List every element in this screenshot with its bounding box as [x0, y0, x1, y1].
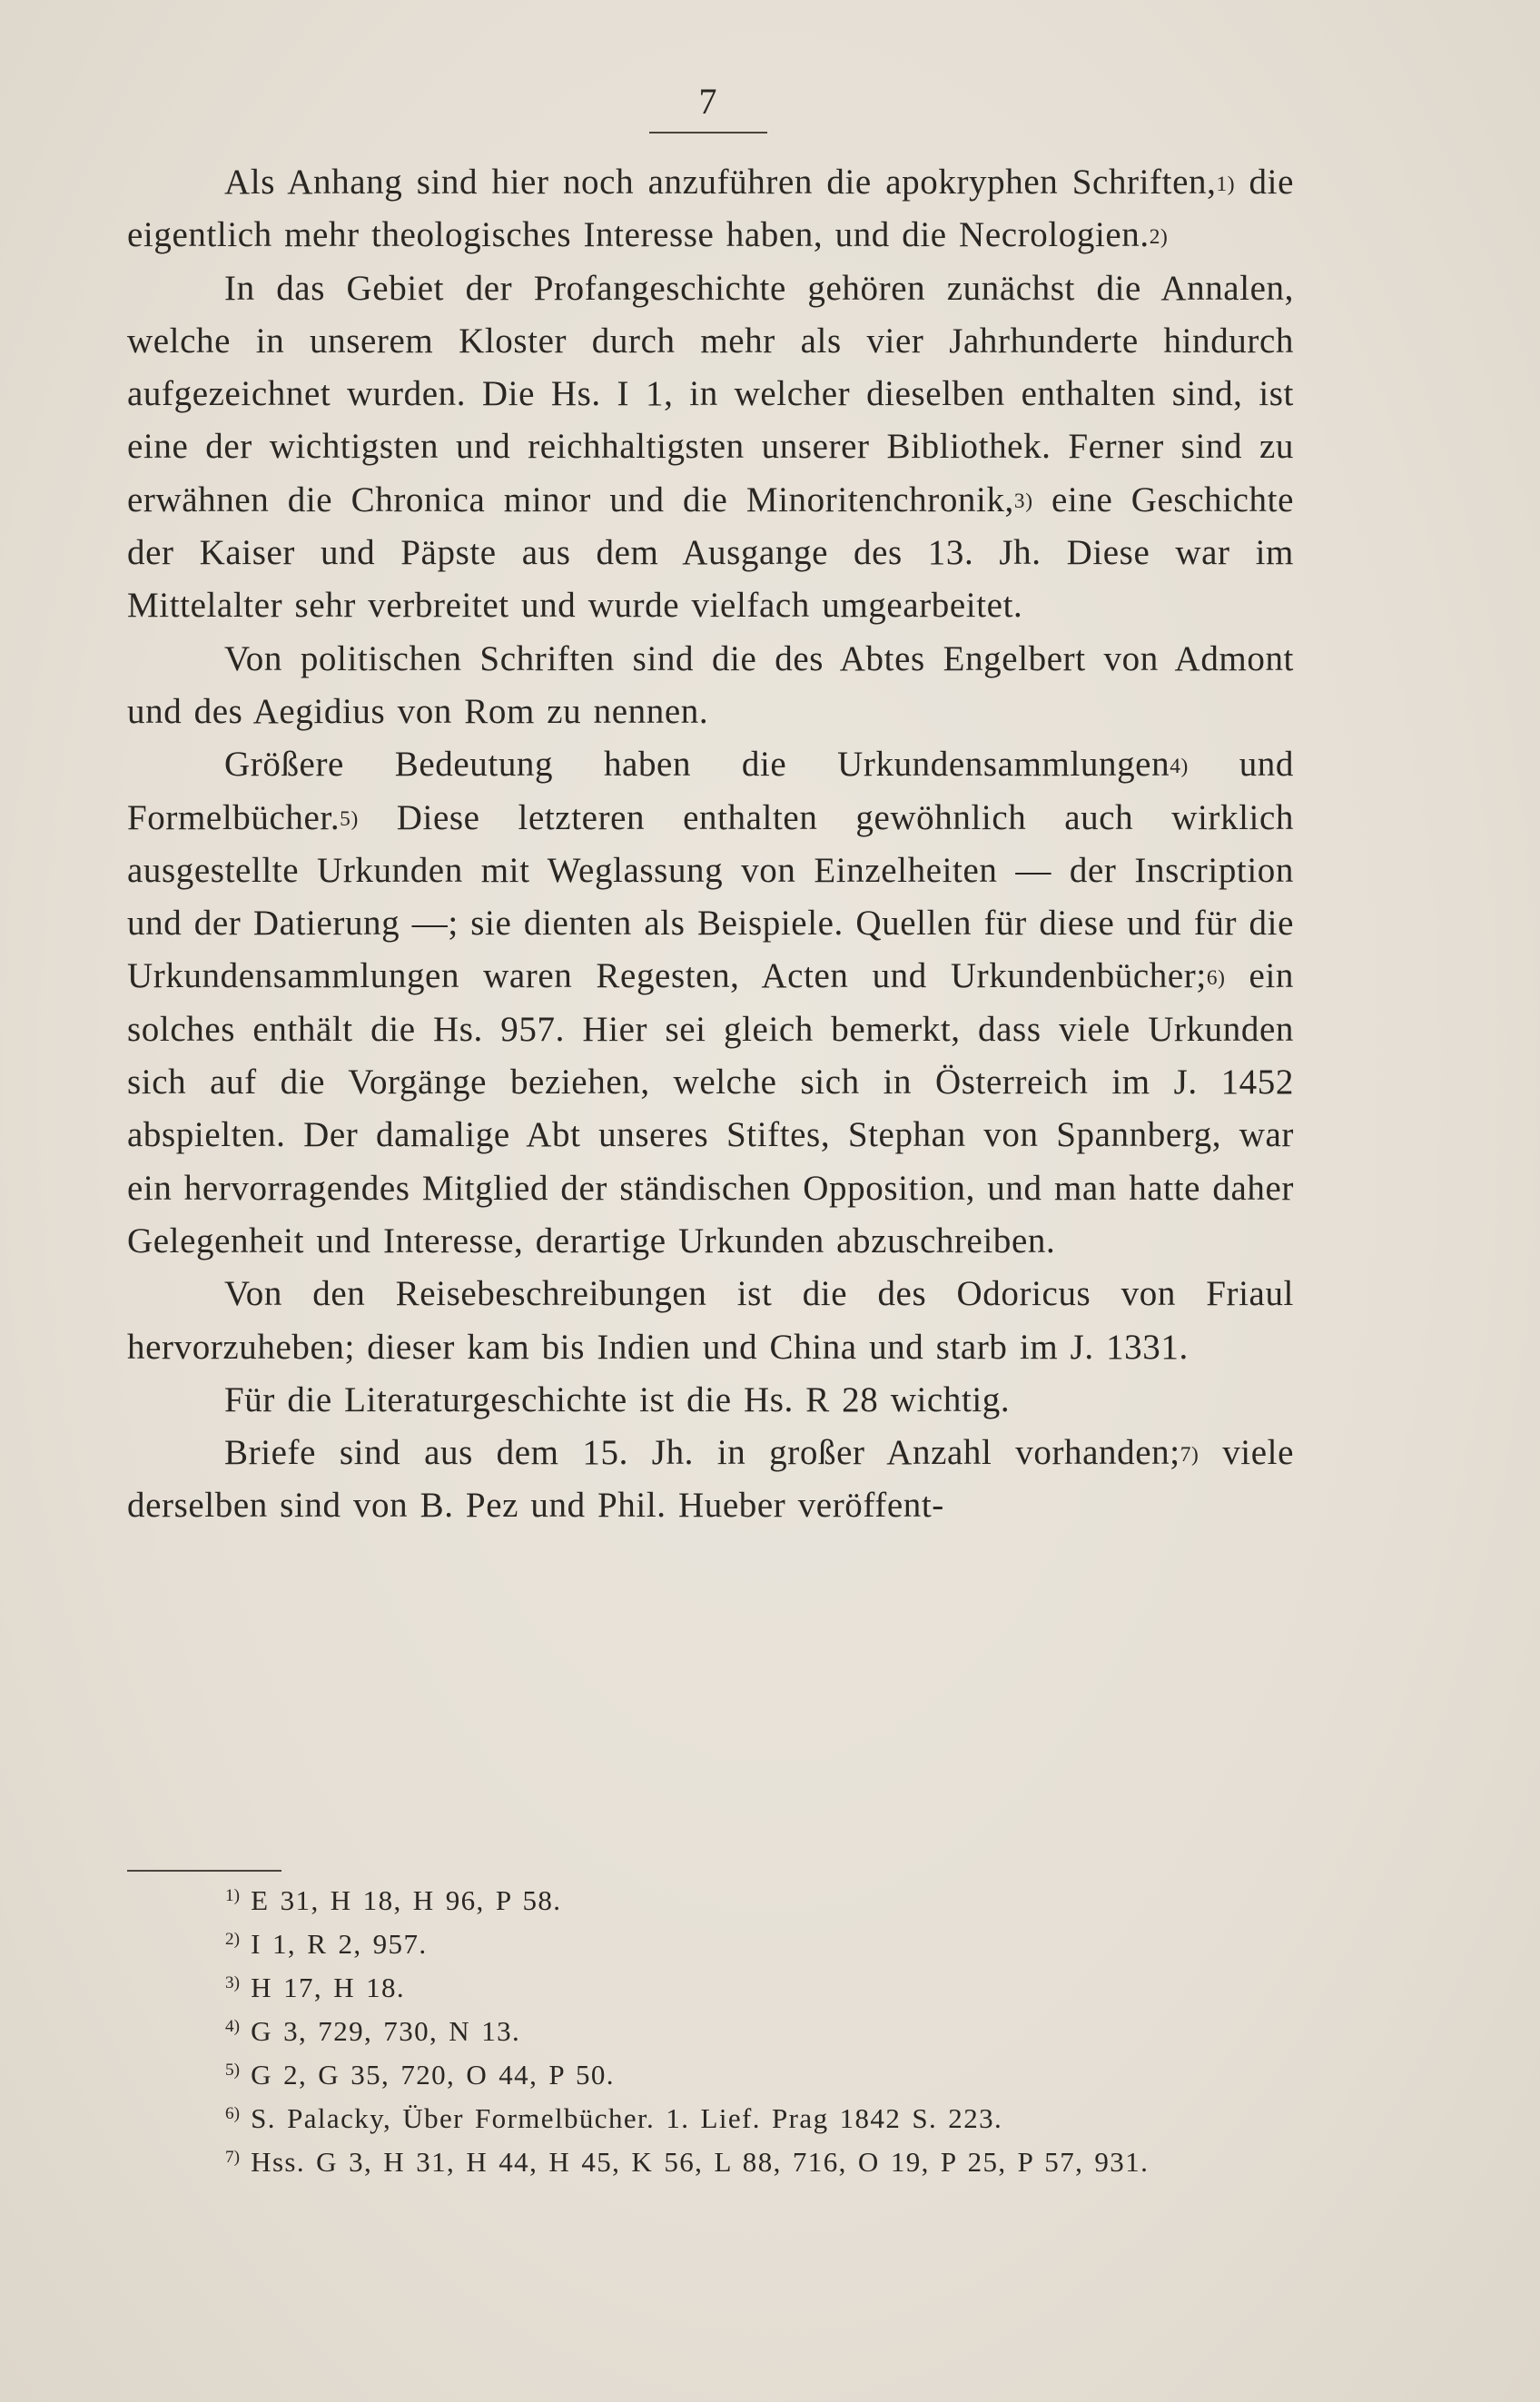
paragraph [127, 1268, 1294, 1374]
paragraph-text: viele derselben sind von B. Pez und Phil. Hueber veröffent- [127, 1433, 1294, 1526]
footnote-mark: 3) [225, 1973, 240, 1993]
footnote-mark: 5) [225, 2061, 240, 2081]
footnote [225, 1968, 1315, 2012]
page-number: 7 [698, 81, 718, 122]
paragraph-text: Briefe sind aus dem 15. Jh. in großer Anzahl vorhanden; [224, 1433, 1180, 1473]
footnote [225, 1881, 1315, 1924]
footnote-text: I 1, R 2, 957. [251, 1928, 428, 1960]
paragraph [127, 1374, 1294, 1427]
footnote-mark: 6) [225, 2104, 240, 2124]
footnote-reference: 7) [1180, 1442, 1199, 1467]
page-number-rule [649, 132, 767, 133]
footnote-reference: 5) [340, 807, 359, 832]
paragraph-text: Als Anhang sind hier noch anzuführen die apokryphen Schriften, [224, 163, 1217, 202]
footnote-text: Hss. G 3, H 31, H 44, H 45, K 56, L 88, 716, O 19, P 25, P 57, 931. [251, 2146, 1150, 2178]
footnote-mark: 7) [225, 2148, 240, 2168]
footnote-text: H 17, H 18. [251, 1972, 406, 2003]
paragraph-text: eine Geschichte der Kaiser und Päpste aus dem Ausgange des 13. Jh. Diese war im Mittelalter sehr verbreitet und wurde vielfach umgearbeitet. [127, 479, 1295, 626]
paragraph [127, 262, 1294, 633]
paragraph-text: Diese letzteren enthalten gewöhnlich auch wirklich ausgestellte Urkunden mit Weglassung von Einzelheiten — der Inscription und der Datierung —; sie dienten als Beispiele. Quellen für diese und für die Urkundensammlungen waren Regesten, Acten und Urkundenbücher; [127, 797, 1294, 996]
footnote [225, 2142, 1315, 2186]
footnote-mark: 4) [225, 2017, 240, 2037]
paragraph-text: Größere Bedeutung haben die Urkundensammlungen [224, 745, 1170, 785]
footnote [225, 2099, 1315, 2142]
body-text [127, 156, 1294, 1533]
paragraph-text: die eigentlich mehr theologisches Interesse haben, und die Necrologien. [127, 163, 1294, 255]
paragraph-text: ein solches enthält die Hs. 957. Hier sei gleich bemerkt, dass viele Urkunden sich auf die Vorgänge beziehen, welche sich in Österreich im J. 1452 abspielten. Der damalige Abt unseres Stiftes, Stephan von Spannberg, war ein hervorragendes Mitglied der ständischen Opposition, und man hatte daher Gelegenheit und Interesse, derartige Urkunden abzuschreiben. [127, 956, 1295, 1260]
footnote-reference: 4) [1170, 754, 1189, 778]
footnote-mark: 2) [225, 1930, 240, 1950]
footnote [225, 2055, 1315, 2099]
footnote-text: G 2, G 35, 720, O 44, P 50. [251, 2059, 615, 2091]
paragraph [127, 156, 1294, 262]
footnote-reference: 6) [1206, 965, 1226, 990]
footnote [225, 2012, 1315, 2055]
footnote-mark: 1) [225, 1886, 240, 1906]
paragraph [127, 738, 1294, 1268]
footnotes [225, 1881, 1315, 2186]
footnote-reference: 1) [1216, 172, 1236, 196]
paragraph-text: Von politischen Schriften sind die des Abtes Engelbert von Admont und des Aegidius von Rom zu nennen. [127, 638, 1294, 731]
paragraph [127, 633, 1294, 739]
footnote-text: G 3, 729, 730, N 13. [251, 2015, 521, 2047]
footnote-reference: 2) [1149, 224, 1169, 249]
footnote-text: E 31, H 18, H 96, P 58. [251, 1884, 562, 1916]
footnote-text: S. Palacky, Über Formelbücher. 1. Lief. Prag 1842 S. 223. [251, 2102, 1003, 2134]
paragraph-text: In das Gebiet der Profangeschichte gehören zunächst die Annalen, welche in unserem Kloster durch mehr als vier Jahrhunderte hindurch aufgezeichnet wurden. Die Hs. I 1, in welcher dieselben enthalten sind, ist eine der wichtigsten und reichhaltigsten unserer Bibliothek. Ferner sind zu erwähnen die Chronica minor und die Minoritenchronik, [127, 268, 1294, 519]
paragraph-text: Von den Reisebeschreibungen ist die des Odoricus von Friaul hervorzuheben; dieser kam bis Indien und China und starb im J. 1331. [127, 1274, 1294, 1367]
paragraph-text: und Formelbücher. [127, 745, 1294, 837]
paragraph [127, 1427, 1294, 1533]
paragraph-text: Für die Literaturgeschichte ist die Hs. R 28 wichtig. [224, 1379, 1011, 1419]
footnote [225, 1924, 1315, 1968]
footnote-reference: 3) [1013, 489, 1033, 514]
footnote-separator [127, 1870, 281, 1872]
